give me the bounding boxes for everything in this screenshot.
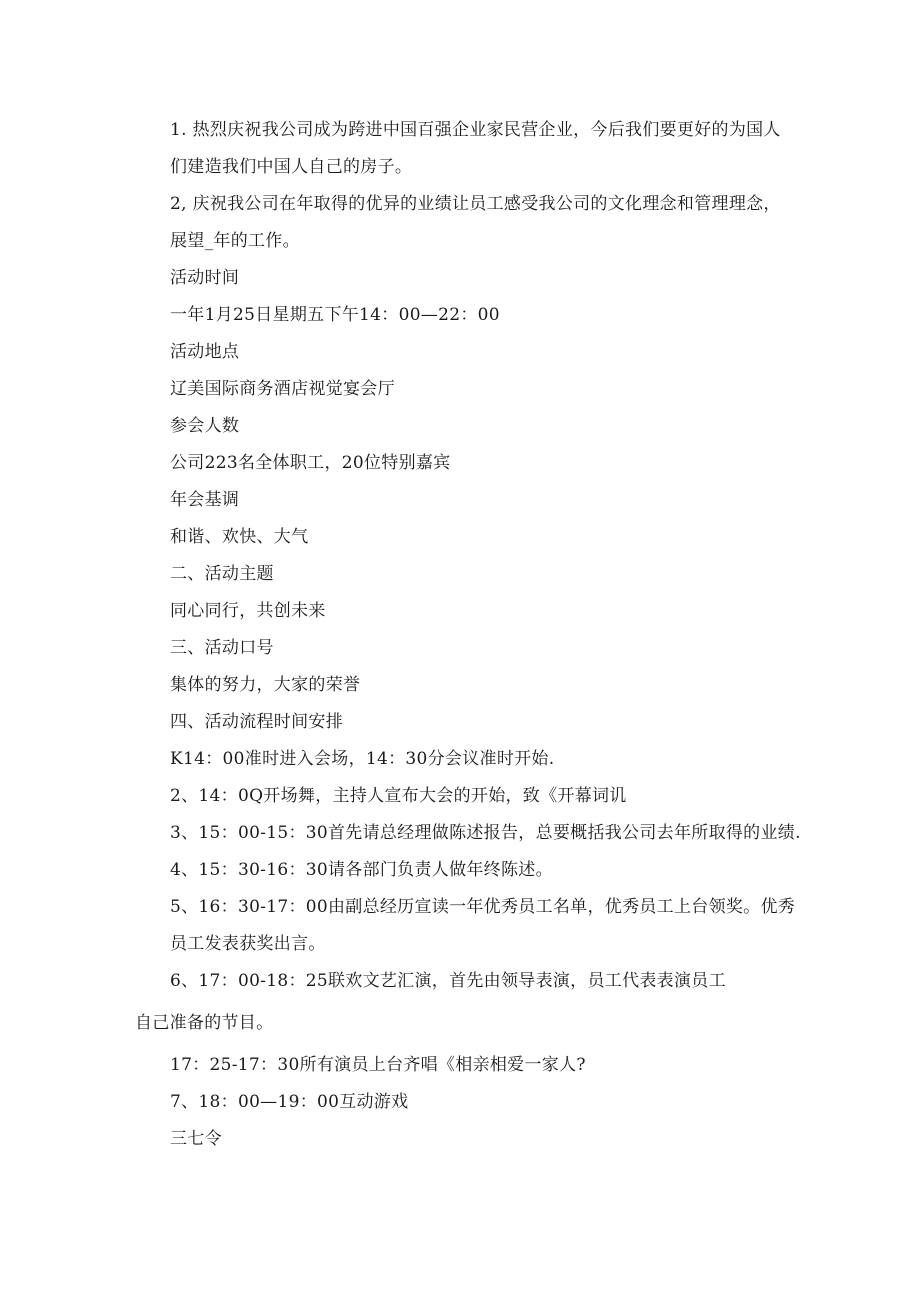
schedule-item-4: 4、15：30-16：30请各部门负责人做年终陈述。 bbox=[170, 860, 553, 880]
section-heading-time: 活动时间 bbox=[170, 268, 240, 288]
paragraph-line-2: 们建造我们中国人自己的房子。 bbox=[170, 157, 413, 177]
section-heading-slogan: 三、活动口号 bbox=[170, 638, 274, 658]
section-heading-tone: 年会基调 bbox=[170, 490, 240, 510]
event-slogan: 集体的努力，大家的荣誉 bbox=[170, 675, 361, 695]
event-time: 一年1月25日星期五下午14：00—22：00 bbox=[170, 305, 500, 325]
schedule-item-6: 6、17：00-18：25联欢文艺汇演，首先由领导表演，员工代表表演员工 bbox=[170, 971, 726, 991]
paragraph-line-1: 1. 热烈庆祝我公司成为跨进中国百强企业家民营企业，今后我们要更好的为国人 bbox=[170, 120, 781, 140]
schedule-item-6b: 17：25-17：30所有演员上台齐唱《相亲相爱一家人? bbox=[170, 1055, 586, 1075]
schedule-item-7: 7、18：00—19：00互动游戏 bbox=[170, 1092, 409, 1112]
event-theme: 同心同行，共创未来 bbox=[170, 601, 326, 621]
section-heading-theme: 二、活动主题 bbox=[170, 564, 274, 584]
schedule-item-2: 2、14：0Q开场舞，主持人宣布大会的开始，致《开幕词讥 bbox=[170, 786, 627, 806]
section-heading-location: 活动地点 bbox=[170, 342, 240, 362]
paragraph-line-4: 展望_年的工作。 bbox=[170, 231, 300, 251]
schedule-item-5-continued: 员工发表获奖出言。 bbox=[170, 934, 326, 954]
schedule-item-3: 3、15：00-15：30首先请总经理做陈述报告，总要概括我公司去年所取得的业绩. bbox=[170, 823, 801, 843]
event-tone: 和谐、欢快、大气 bbox=[170, 527, 309, 547]
schedule-item-1: K14：00准时进入会场，14：30分会议准时开始. bbox=[170, 749, 555, 769]
section-heading-attendees: 参会人数 bbox=[170, 416, 240, 436]
event-attendees: 公司223名全体职工，20位特别嘉宾 bbox=[170, 453, 451, 473]
paragraph-line-3: 2, 庆祝我公司在年取得的优异的业绩让员工感受我公司的文化理念和管理理念， bbox=[170, 194, 781, 214]
game-title: 三七令 bbox=[170, 1129, 222, 1149]
section-heading-schedule: 四、活动流程时间安排 bbox=[170, 712, 343, 732]
schedule-item-5: 5、16：30-17：00由副总经历宣读一年优秀员工名单，优秀员工上台领奖。优秀 bbox=[170, 897, 796, 917]
schedule-item-6-continued: 自己准备的节目。 bbox=[135, 1013, 274, 1033]
event-location: 辽美国际商务酒店视觉宴会厅 bbox=[170, 379, 395, 399]
